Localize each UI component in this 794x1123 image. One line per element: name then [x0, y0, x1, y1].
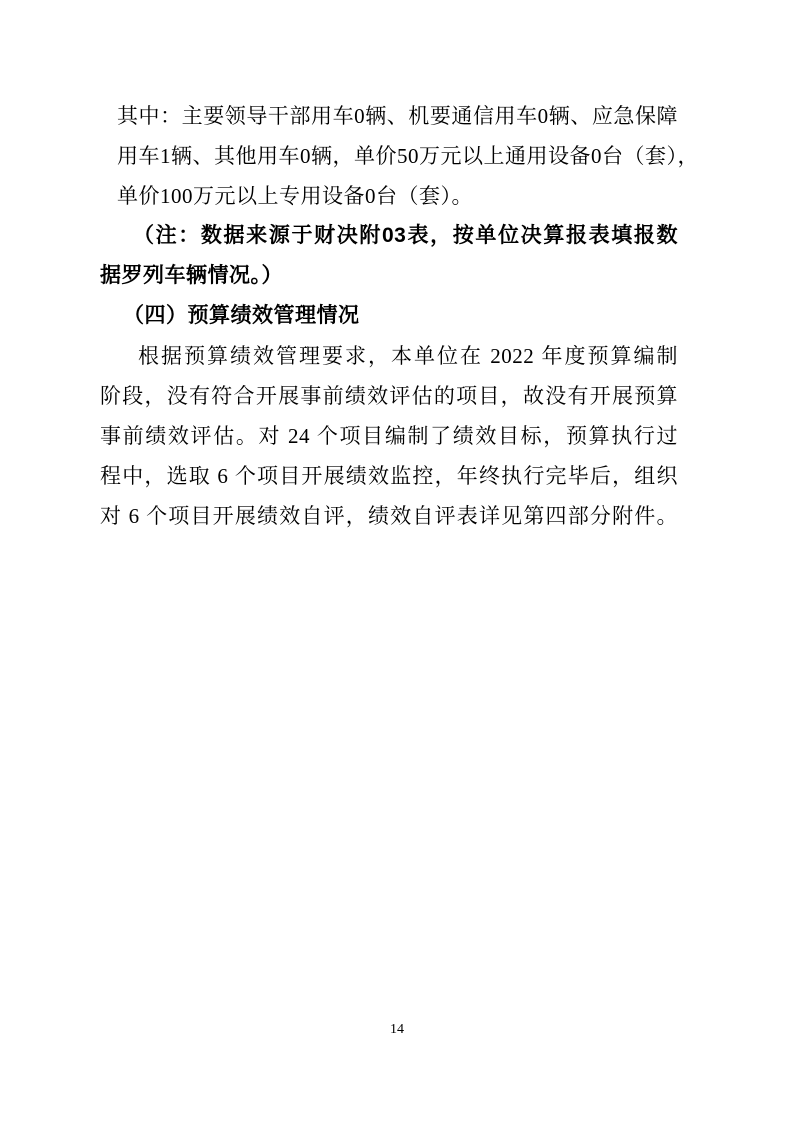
performance-paragraph-line-1: 根据预算绩效管理要求，本单位在 2022 年度预算编制	[138, 344, 678, 368]
performance-paragraph-line-2: 阶段，没有符合开展事前绩效评估的项目，故没有开展预算	[100, 384, 678, 408]
performance-paragraph	[100, 336, 678, 536]
page-body	[100, 96, 699, 536]
note-paragraph-line-2: 据罗列车辆情况。）	[100, 264, 283, 287]
vehicles-paragraph-line-2: 用车1辆、其他用车0辆，单价50万元以上通用设备0台（套），	[117, 144, 699, 168]
section-heading: （四）预算绩效管理情况	[123, 304, 360, 327]
vehicles-paragraph-line-1: 其中：主要领导干部用车0辆、机要通信用车0辆、应急保障	[117, 104, 678, 128]
page-number: 14	[390, 1022, 404, 1037]
note-paragraph-line-1: （注：数据来源于财决附03表，按单位决算报表填报数	[133, 224, 678, 247]
vehicles-paragraph	[100, 96, 699, 216]
note-paragraph	[100, 216, 678, 296]
performance-paragraph-line-5: 对 6 个项目开展绩效自评，绩效自评表详见第四部分附件。	[100, 504, 678, 528]
vehicles-paragraph-line-3: 单价100万元以上专用设备0台（套）。	[117, 184, 473, 208]
performance-paragraph-line-3: 事前绩效评估。对 24 个项目编制了绩效目标，预算执行过	[100, 424, 678, 448]
performance-paragraph-line-4: 程中，选取 6 个项目开展绩效监控，年终执行完毕后，组织	[100, 464, 678, 488]
